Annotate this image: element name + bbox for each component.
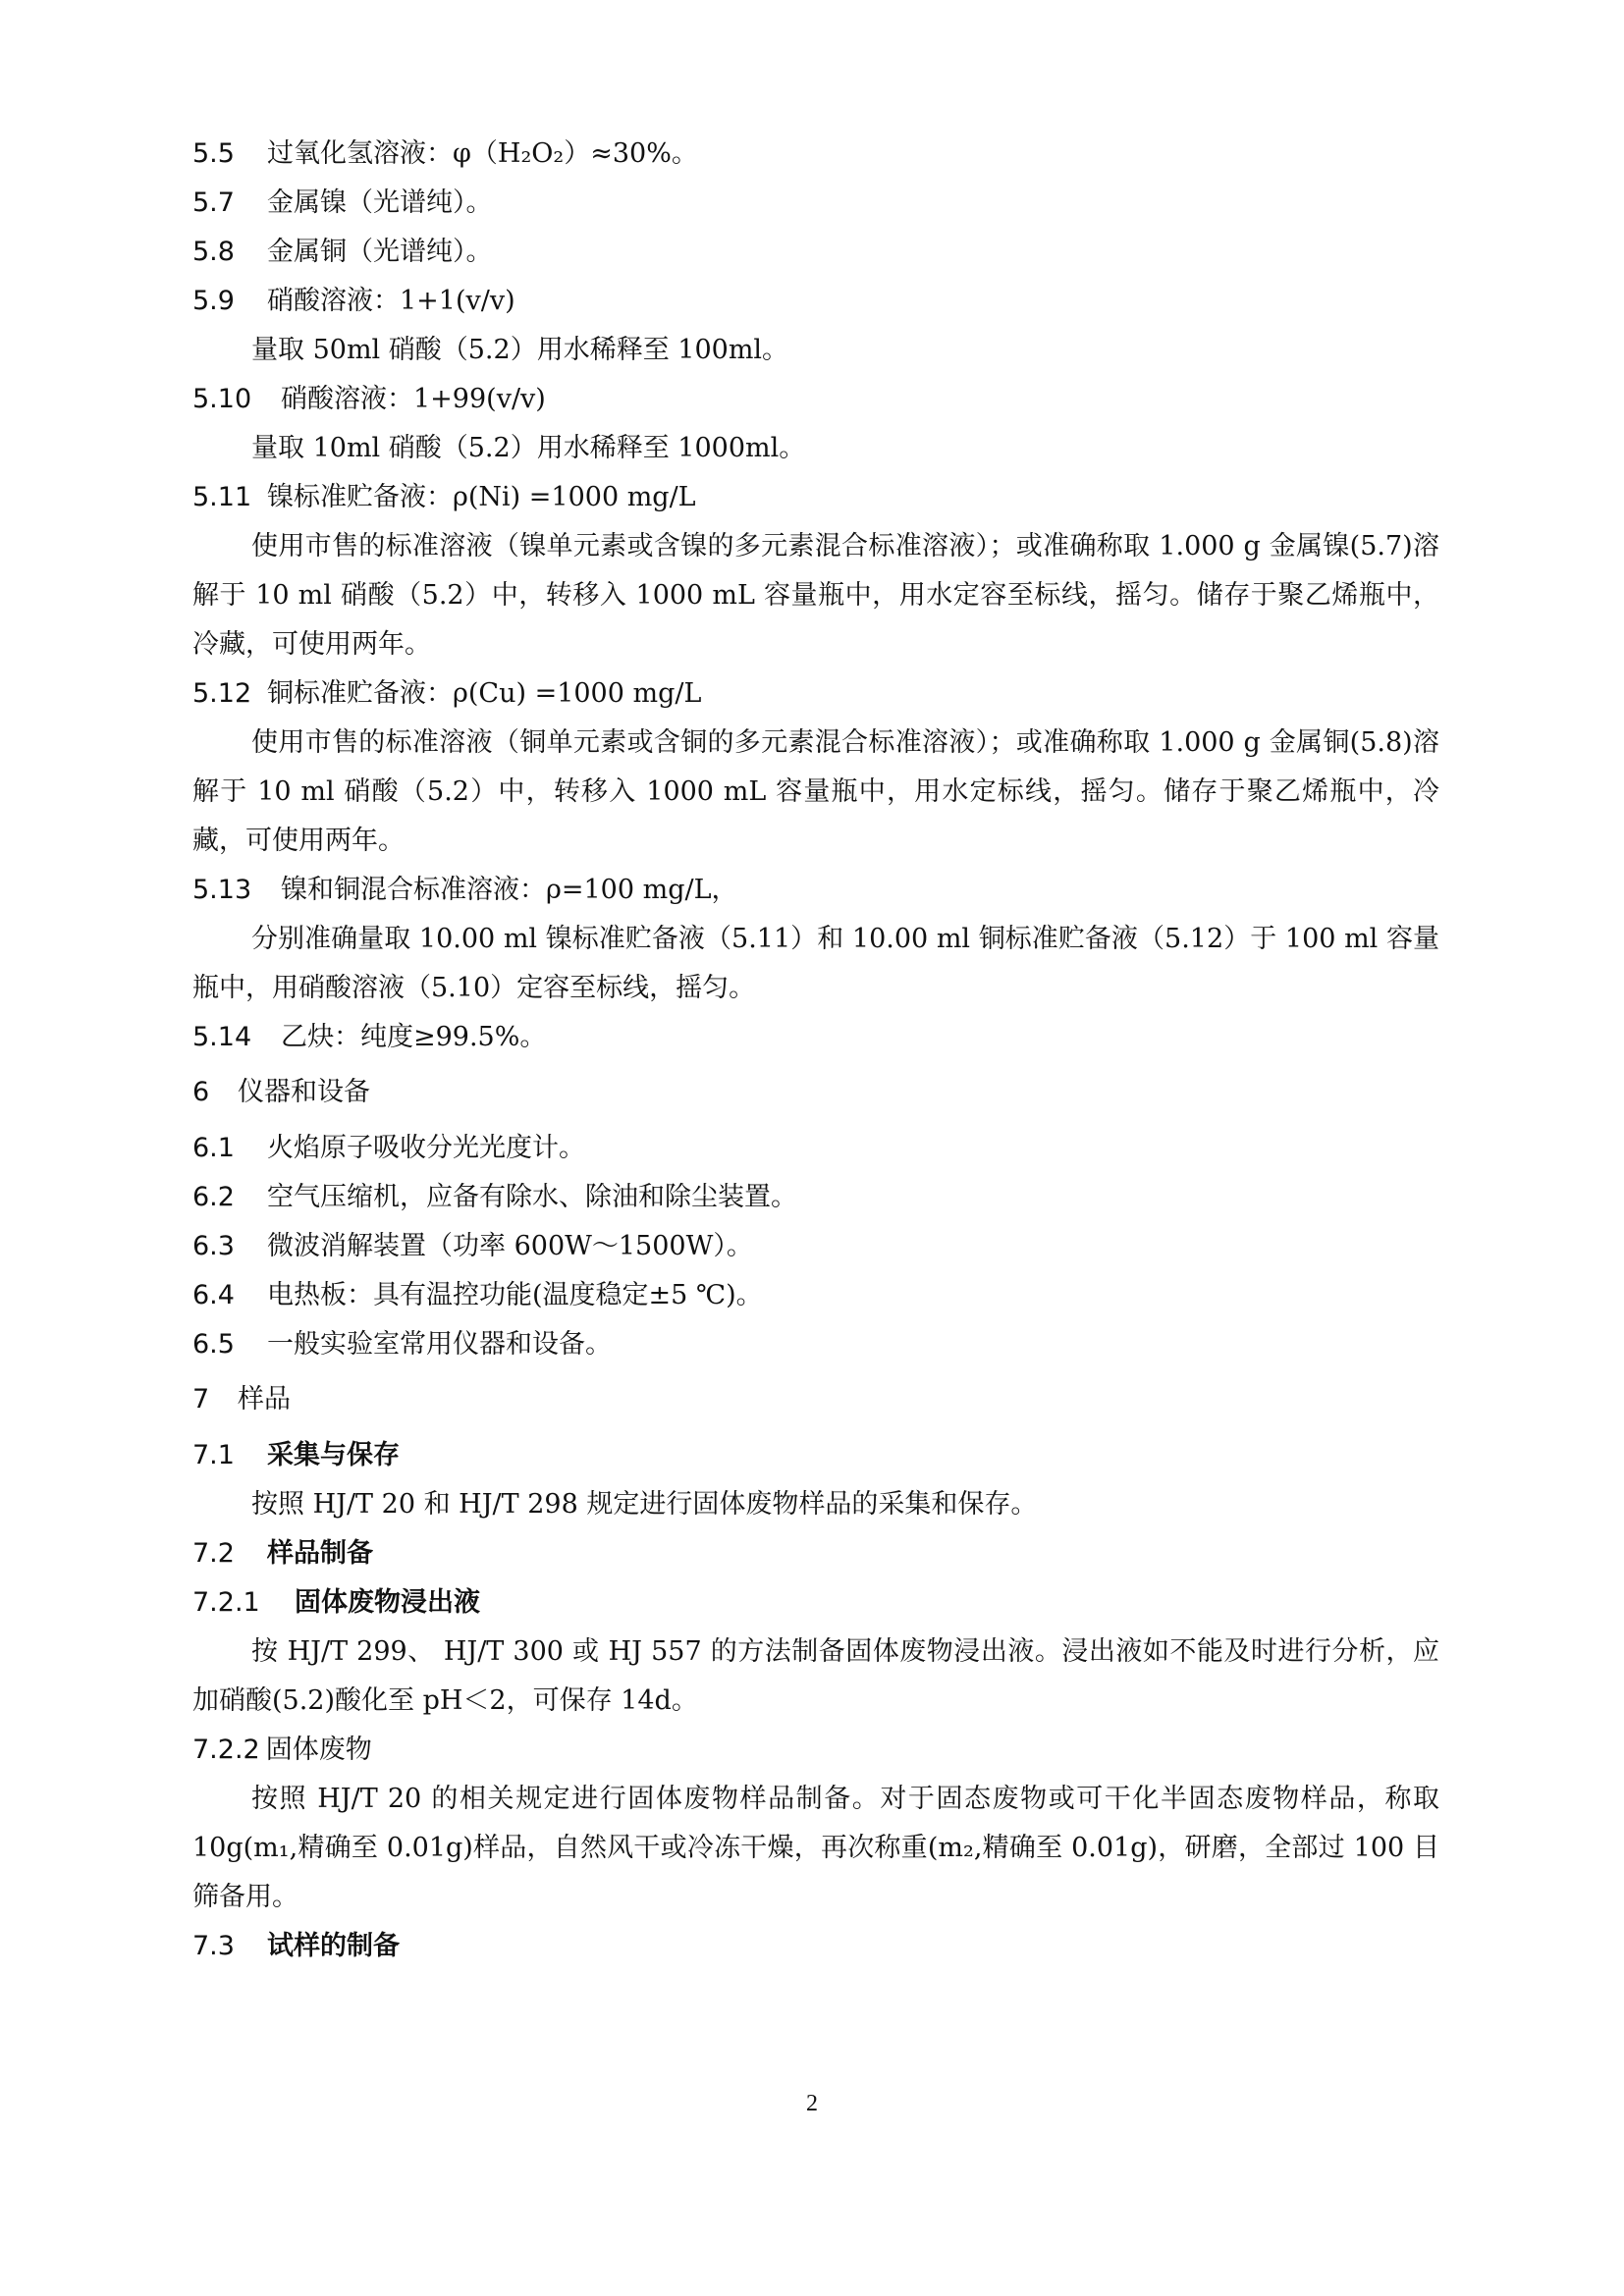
item-text: 铜标准贮备液：ρ(Cu) =1000 mg/L [267,678,702,709]
item-number: 5.5 [192,138,235,169]
paragraph-5-10: 量取 10ml 硝酸（5.2）用水稀释至 1000ml。 [251,433,806,463]
paragraph-5-13: 分别准确量取 10.00 ml 镍标准贮备液（5.11）和 10.00 ml 铜标准贮备液（5.12）于 100 ml 容量瓶中，用硝酸溶液（5.10）定容至标线，摇匀。 [192,924,1439,1003]
item-number: 5.12 [192,678,252,709]
item-text: 金属镍（光谱纯）。 [267,187,493,218]
section-title: 仪器和设备 [238,1077,370,1107]
item-text: 过氧化氢溶液：φ（H₂O₂）≈30%。 [267,138,698,169]
item-number: 7.2.2 [192,1735,260,1765]
section-number: 6 [192,1077,210,1107]
paragraph-5-11: 使用市售的标准溶液（镍单元素或含镍的多元素混合标准溶液）；或准确称取 1.000 g 金属镍(5.7)溶解于 10 ml 硝酸（5.2）中，转移入 1000 mL 容量瓶中，用水定容至标线，摇匀。储存于聚乙烯瓶中，冷藏，可使用两年。 [192,531,1439,660]
item-number: 6.1 [192,1133,235,1163]
section-heading-7 [192,1375,1439,1424]
paragraph-7-2-2: 按照 HJ/T 20 的相关规定进行固体废物样品制备。对于固态废物或可干化半固态废物样品，称取 10g(m₁,精确至 0.01g)样品，自然风干或冷冻干燥，再次称重(m₂,精确至 0.01g)，研磨，全部过 100 目筛备用。 [192,1784,1439,1912]
item-text: 一般实验室常用仪器和设备。 [267,1329,612,1360]
item-text: 微波消解装置（功率 600W～1500W）。 [267,1231,753,1261]
item-number: 6.4 [192,1280,235,1310]
item-5-8 [192,228,1439,277]
item-5-13 [192,866,1439,915]
subheading-title: 试样的制备 [267,1931,400,1961]
item-text: 乙炔：纯度≥99.5%。 [281,1022,547,1052]
item-5-5 [192,130,1439,179]
section-title: 样品 [238,1384,291,1415]
item-number: 5.13 [192,875,252,905]
item-5-10 [192,375,1439,424]
item-number: 7.1 [192,1440,235,1470]
item-text: 镍标准贮备液：ρ(Ni) =1000 mg/L [267,482,696,512]
paragraph-7-2-1: 按 HJ/T 299、 HJ/T 300 或 HJ 557 的方法制备固体废物浸出液。浸出液如不能及时进行分析，应加硝酸(5.2)酸化至 pH＜2，可保存 14d。 [192,1636,1439,1716]
subheading-title: 样品制备 [267,1538,373,1569]
item-number: 6.3 [192,1231,235,1261]
subheading-7-2-1 [192,1578,1439,1628]
item-6-4 [192,1271,1439,1320]
item-number: 6.2 [192,1182,235,1212]
subheading-title: 固体废物浸出液 [295,1587,480,1618]
item-number: 5.7 [192,187,235,218]
item-5-9 [192,277,1439,326]
paragraph-7-1: 按照 HJ/T 20 和 HJ/T 298 规定进行固体废物样品的采集和保存。 [251,1489,1038,1520]
item-text: 火焰原子吸收分光光度计。 [267,1133,585,1163]
item-5-12 [192,669,1439,719]
item-7-2-2 [192,1726,1439,1775]
subheading-7-3 [192,1922,1439,1971]
page-number: 2 [806,2091,818,2116]
item-number: 7.2.1 [192,1587,260,1618]
item-text: 镍和铜混合标准溶液：ρ=100 mg/L， [281,875,738,905]
subheading-title: 采集与保存 [267,1440,400,1470]
item-6-1 [192,1124,1439,1173]
item-6-3 [192,1222,1439,1271]
item-text: 硝酸溶液：1+1(v/v) [267,286,515,316]
item-5-11 [192,473,1439,522]
item-number: 5.11 [192,482,252,512]
item-number: 5.8 [192,237,235,267]
item-5-14 [192,1013,1439,1062]
item-number: 7.3 [192,1931,235,1961]
section-heading-6 [192,1068,1439,1117]
item-6-5 [192,1320,1439,1369]
item-6-2 [192,1173,1439,1222]
item-number: 6.5 [192,1329,235,1360]
item-text: 硝酸溶液：1+99(v/v) [281,384,546,414]
section-number: 7 [192,1384,210,1415]
item-text: 电热板：具有温控功能(温度稳定±5 ℃)。 [267,1280,763,1310]
subheading-7-1 [192,1431,1439,1480]
item-number: 5.10 [192,384,252,414]
subheading-7-2 [192,1529,1439,1578]
item-number: 5.9 [192,286,235,316]
paragraph-5-12: 使用市售的标准溶液（铜单元素或含铜的多元素混合标准溶液）；或准确称取 1.000 g 金属铜(5.8)溶解于 10 ml 硝酸（5.2）中，转移入 1000 mL 容量瓶中，用水定标线，摇匀。储存于聚乙烯瓶中，冷藏，可使用两年。 [192,727,1439,856]
item-text: 固体废物 [265,1735,372,1765]
item-text: 空气压缩机，应备有除水、除油和除尘装置。 [267,1182,797,1212]
item-number: 5.14 [192,1022,252,1052]
paragraph-5-9: 量取 50ml 硝酸（5.2）用水稀释至 100ml。 [251,335,789,365]
item-5-7 [192,179,1439,228]
item-number: 7.2 [192,1538,235,1569]
item-text: 金属铜（光谱纯）。 [267,237,493,267]
